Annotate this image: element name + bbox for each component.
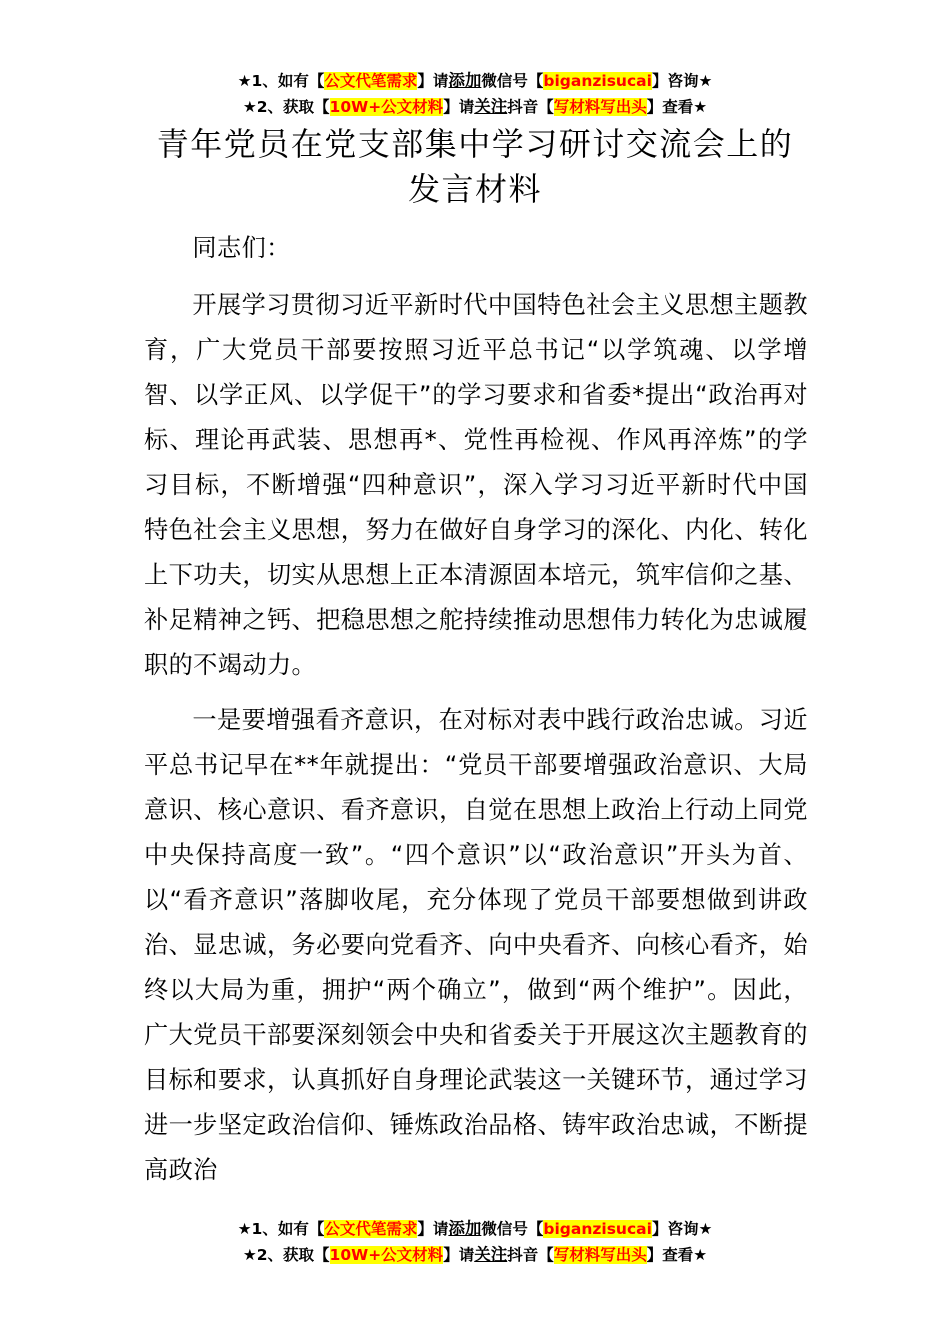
wechat-id-highlight: biganzisucai [543,1220,652,1238]
promo-line-1: ★1、如有【公文代笔需求】请添加微信号【biganzisucai】咨询★ [237,1219,713,1238]
promo-line-2: ★2、获取【10W+公文材料】请关注抖音【写材料写出头】查看★ [242,97,708,116]
promo-line-1: ★1、如有【公文代笔需求】请添加微信号【biganzisucai】咨询★ [237,71,713,90]
promo-highlight: 10W+公文材料 [329,98,444,116]
top-promo-banner [0,68,950,120]
promo-highlight: 公文代笔需求 [324,72,418,90]
title-line-2: 发言材料 [407,170,542,208]
document-body [144,226,808,1203]
promo-line-2: ★2、获取【10W+公文材料】请关注抖音【写材料写出头】查看★ [242,1245,708,1264]
body-paragraph: 一是要增强看齐意识，在对标对表中践行政治忠诚。习近平总书记早在**年就提出：“党员干部要增强政治意识、大局意识、核心意识、看齐意识，自觉在思想上政治上行动上同党中央保持高度一致”。“四个意识”以“政治意识”开头为首、以“看齐意识”落脚收尾，充分体现了党员干部要想做到讲政治、显忠诚，务必要向党看齐、向中央看齐、向核心看齐，始终以大局为重，拥护“两个确立”，做到“两个维护”。因此，广大党员干部要深刻领会中央和省委关于开展这次主题教育的目标和要求，认真抓好自身理论武装这一关键环节，通过学习进一步坚定政治信仰、锤炼政治品格、铸牢政治忠诚，不断提高政治 [144,706,808,1184]
body-paragraph: 开展学习贯彻习近平新时代中国特色社会主义思想主题教育，广大党员干部要按照习近平总书记“以学筑魂、以学增智、以学正风、以学促干”的学习要求和省委*提出“政治再对标、理论再武装、思想再*、党性再检视、作风再淬炼”的学习目标，不断增强“四种意识”，深入学习习近平新时代中国特色社会主义思想，努力在做好自身学习的深化、内化、转化上下功夫，切实从思想上正本清源固本培元，筑牢信仰之基、补足精神之钙、把稳思想之舵持续推动思想伟力转化为忠诚履职的不竭动力。 [144,291,808,679]
promo-highlight: 公文代笔需求 [324,1220,418,1238]
douyin-id-highlight: 写材料写出头 [553,98,647,116]
promo-highlight: 10W+公文材料 [329,1246,444,1264]
title-line-1: 青年党员在党支部集中学习研讨交流会上的 [156,125,794,163]
wechat-id-highlight: biganzisucai [543,72,652,90]
bottom-promo-banner [0,1216,950,1268]
greeting: 同志们： [192,234,291,262]
douyin-id-highlight: 写材料写出头 [553,1246,647,1264]
document-title [100,122,850,212]
